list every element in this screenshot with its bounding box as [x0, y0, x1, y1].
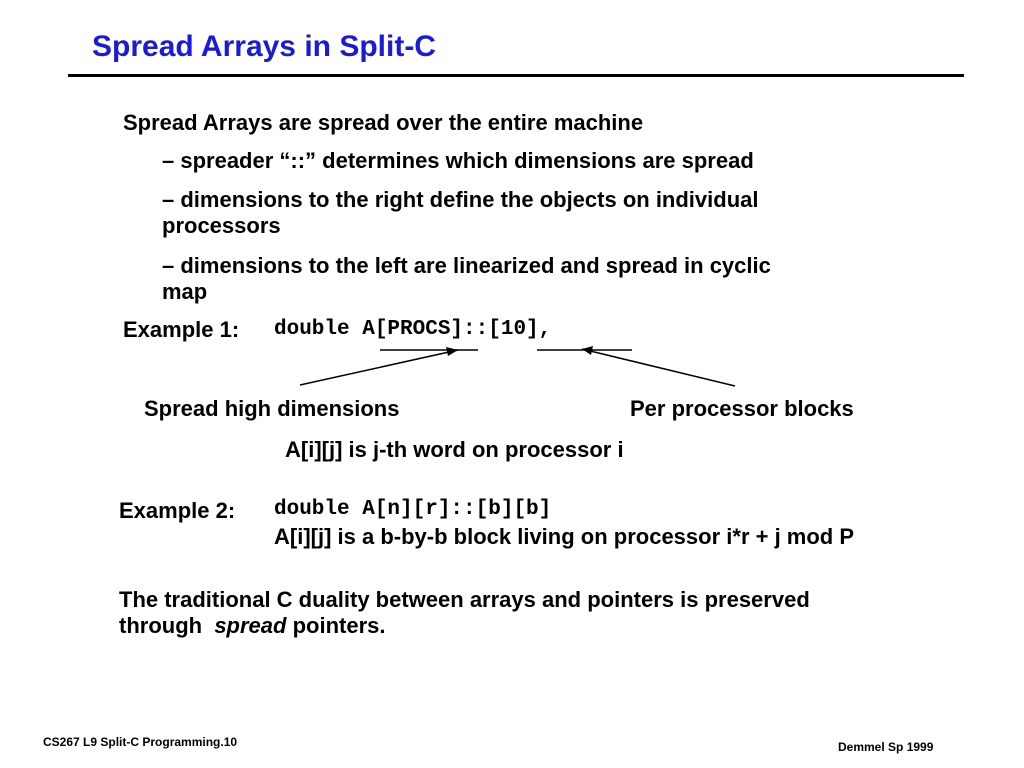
bullet-right-dims-cont: processors: [162, 213, 281, 238]
bullet-right-dims: – dimensions to the right define the objects on individual: [162, 187, 759, 212]
left-callout: Spread high dimensions: [144, 396, 400, 421]
left-arrowhead: [446, 347, 458, 356]
example1-label: Example 1:: [123, 317, 240, 342]
closing-suffix: pointers.: [286, 613, 386, 638]
right-arrow-line: [582, 349, 735, 386]
left-arrow-line: [300, 350, 458, 385]
closing-prefix: through: [119, 613, 215, 638]
example2-note: A[i][j] is a b-by-b block living on processor i*r + j mod P: [274, 524, 855, 549]
footer-right: Demmel Sp 1999: [838, 740, 934, 754]
bullet-left-dims: – dimensions to the left are linearized and spread in cyclic: [162, 253, 771, 278]
example2-label: Example 2:: [119, 498, 236, 523]
right-callout: Per processor blocks: [630, 396, 854, 421]
example2-code: double A[n][r]::[b][b]: [274, 498, 552, 521]
closing-line1: The traditional C duality between arrays and pointers is preserved: [119, 587, 810, 612]
closing-italic-word: spread: [214, 613, 287, 638]
intro-text: Spread Arrays are spread over the entire machine: [123, 110, 644, 135]
closing-line2: [119, 613, 385, 639]
slide-title: Spread Arrays in Split-C: [92, 30, 436, 63]
example1-note: A[i][j] is j-th word on processor i: [285, 437, 624, 462]
example1-code: double A[PROCS]::[10],: [274, 318, 552, 341]
bullet-spreader: – spreader “::” determines which dimensions are spread: [162, 148, 754, 173]
bullet-left-dims-cont: map: [162, 279, 208, 304]
footer-left: CS267 L9 Split-C Programming.10: [43, 735, 238, 749]
